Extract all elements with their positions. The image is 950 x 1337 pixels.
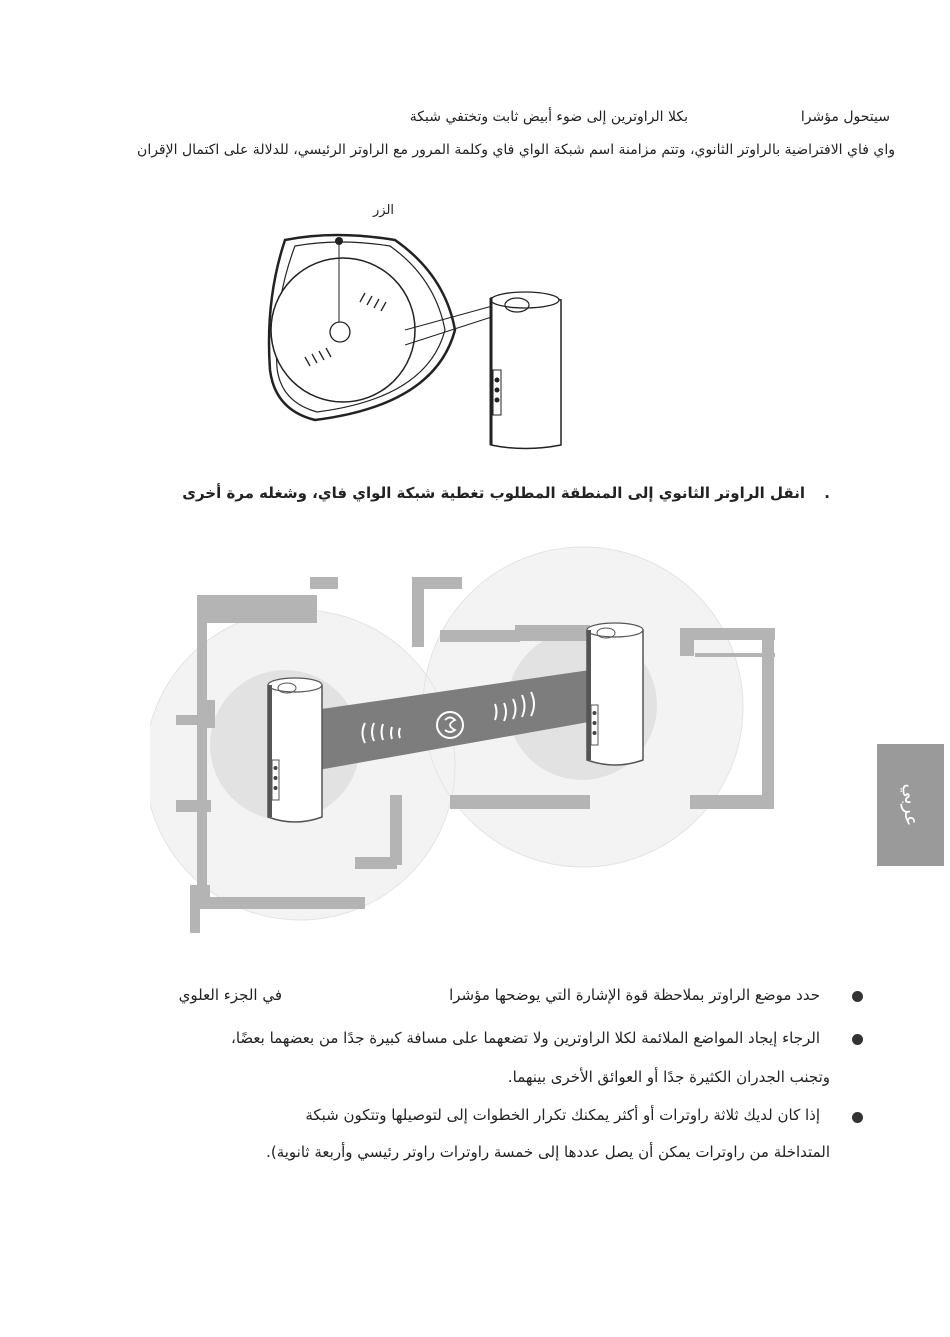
- step-number: .: [824, 484, 830, 502]
- bullet2-line1: الرجاء إيجاد المواضع الملائمة لكلا الراوترين ولا تضعهما على مسافة كبيرة جدًا من بعضهما بعضًا،: [231, 1029, 820, 1047]
- bullet-dot: [852, 991, 863, 1002]
- mesh-placement-diagram: [150, 545, 790, 940]
- bullet-dot: [852, 1034, 863, 1045]
- intro-line2: واي فاي الافتراضية بالراوتر الثانوي، وتتم مزامنة اسم شبكة الواي فاي وكلمة المرور مع الراوتر الرئيسي، للدلالة على اكتمال الإقران: [137, 142, 895, 158]
- bullet-dot: [852, 1112, 863, 1123]
- button-circle-icon: [330, 322, 350, 342]
- router-right: [587, 623, 643, 765]
- router-top-diagram: [255, 220, 585, 460]
- bullet1-right: حدد موضع الراوتر بملاحظة قوة الإشارة التي يوضحها مؤشرا: [449, 986, 820, 1004]
- intro-line1-left: بكلا الراوترين إلى ضوء أبيض ثابت وتختفي شبكة: [409, 109, 688, 125]
- bullet2-line2: وتجنب الجدران الكثيرة جدًا أو العوائق الأخرى بينهما.: [507, 1068, 830, 1086]
- intro-line1-right: سيتحول مؤشرا: [800, 109, 890, 125]
- button-label: الزر: [373, 203, 395, 218]
- bullet3-line1: إذا كان لديك ثلاثة راوترات أو أكثر يمكنك تكرار الخطوات إلى لتوصيلها وتتكون شبكة: [305, 1106, 820, 1124]
- language-tab-label: عربي: [899, 783, 922, 827]
- button-pointer-dot: [335, 237, 343, 245]
- bullet1-left: في الجزء العلوي: [178, 986, 282, 1004]
- bullet3-line2: المتداخلة من راوترات يمكن أن يصل عددها إلى خمسة راوترات راوتر رئيسي وأربعة ثانوية).: [266, 1143, 830, 1161]
- router-left: [268, 678, 322, 822]
- language-side-tab: [877, 744, 944, 866]
- step-heading: انقل الراوتر الثانوي إلى المنطقة المطلوب تغطية شبكة الواي فاي، وشغله مرة أخرى: [182, 484, 805, 502]
